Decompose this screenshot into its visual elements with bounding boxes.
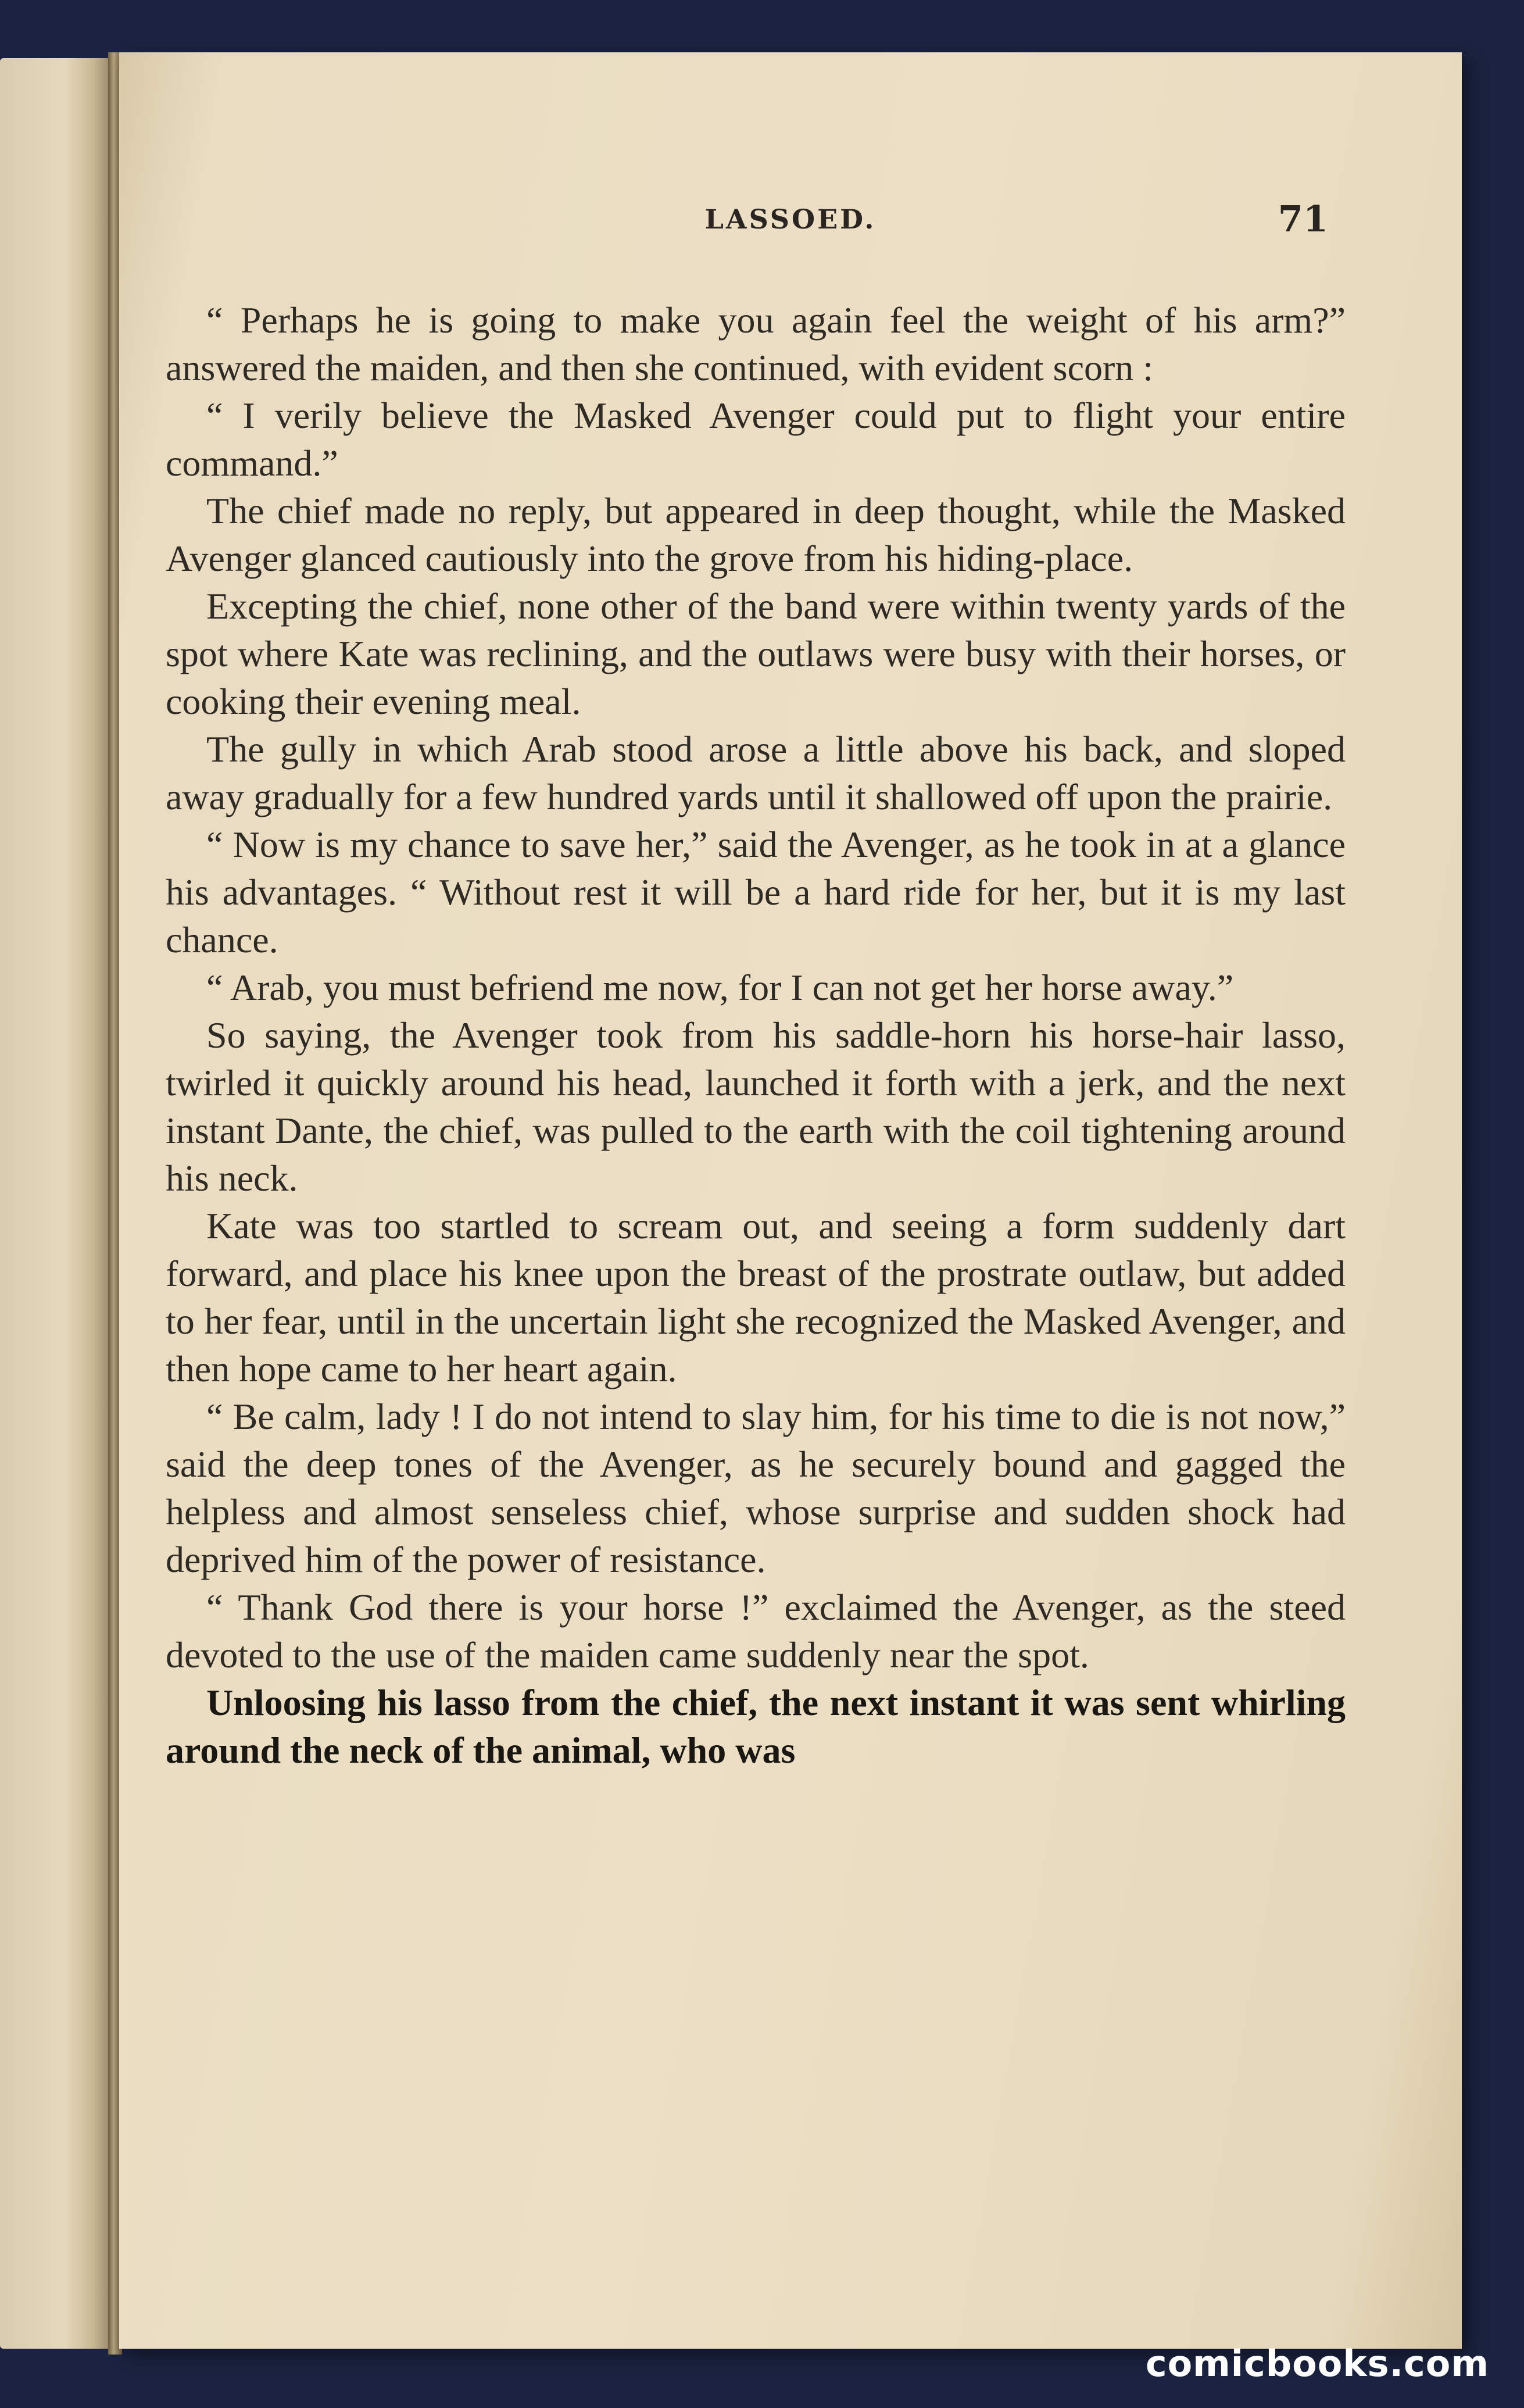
- paragraph: Kate was too startled to scream out, and seeing a form suddenly dart forward, and place his knee upon the breast of the prostrate outlaw, but added to her fear, until in the uncertain light she recognized the Masked Avenger, and then hope came to her heart again.: [166, 1205, 1346, 1389]
- page-number: 71: [1278, 198, 1328, 240]
- book-page: [119, 52, 1462, 2349]
- running-title: LASSOED.: [704, 203, 877, 235]
- facing-page-edge: [0, 58, 116, 2349]
- paragraph: The gully in which Arab stood arose a little above his back, and sloped away gradually for a few hundred yards until it shallowed off upon the prairie.: [166, 728, 1346, 817]
- paragraph: Excepting the chief, none other of the band were within twenty yards of the spot where Kate was reclining, and the outlaws were busy with their horses, or cooking their evening meal.: [166, 585, 1346, 722]
- paragraph: “ I verily believe the Masked Avenger could put to flight your entire command.”: [166, 395, 1346, 484]
- watermark-text: comicbooks.com: [1145, 2342, 1489, 2385]
- paragraph: So saying, the Avenger took from his saddle-horn his horse-hair lasso, twirled it quickly around his head, launched it forth with a jerk, and the next instant Dante, the chief, was pulled to the earth with the coil tightening around his neck.: [166, 1014, 1346, 1199]
- paragraph: The chief made no reply, but appeared in deep thought, while the Masked Avenger glanced cautiously into the grove from his hiding-place.: [166, 490, 1346, 579]
- paragraph: “ Thank God there is your horse !” exclaimed the Avenger, as the steed devoted to the use of the maiden came suddenly near the spot.: [166, 1587, 1346, 1675]
- paragraph: “ Be calm, lady ! I do not intend to slay him, for his time to die is not now,” said the deep tones of the Avenger, as he securely bound and gagged the helpless and almost senseless chief, whose surprise and sudden shock had deprived him of the power of resistance.: [166, 1396, 1346, 1580]
- paragraph: “ Arab, you must befriend me now, for I can not get her horse away.”: [206, 967, 1234, 1008]
- paragraph: Unloosing his lasso from the chief, the next instant it was sent whirling around the neck of the animal, who was: [166, 1682, 1346, 1771]
- paragraph: “ Now is my chance to save her,” said the Avenger, as he took in at a glance his advantages. “ Without rest it will be a hard ride for her, but it is my last chance.: [166, 824, 1346, 960]
- body-text: [166, 296, 1346, 1774]
- paragraph: “ Perhaps he is going to make you again feel the weight of his arm?” answered the maiden, and then she continued, with evident scorn :: [166, 299, 1346, 388]
